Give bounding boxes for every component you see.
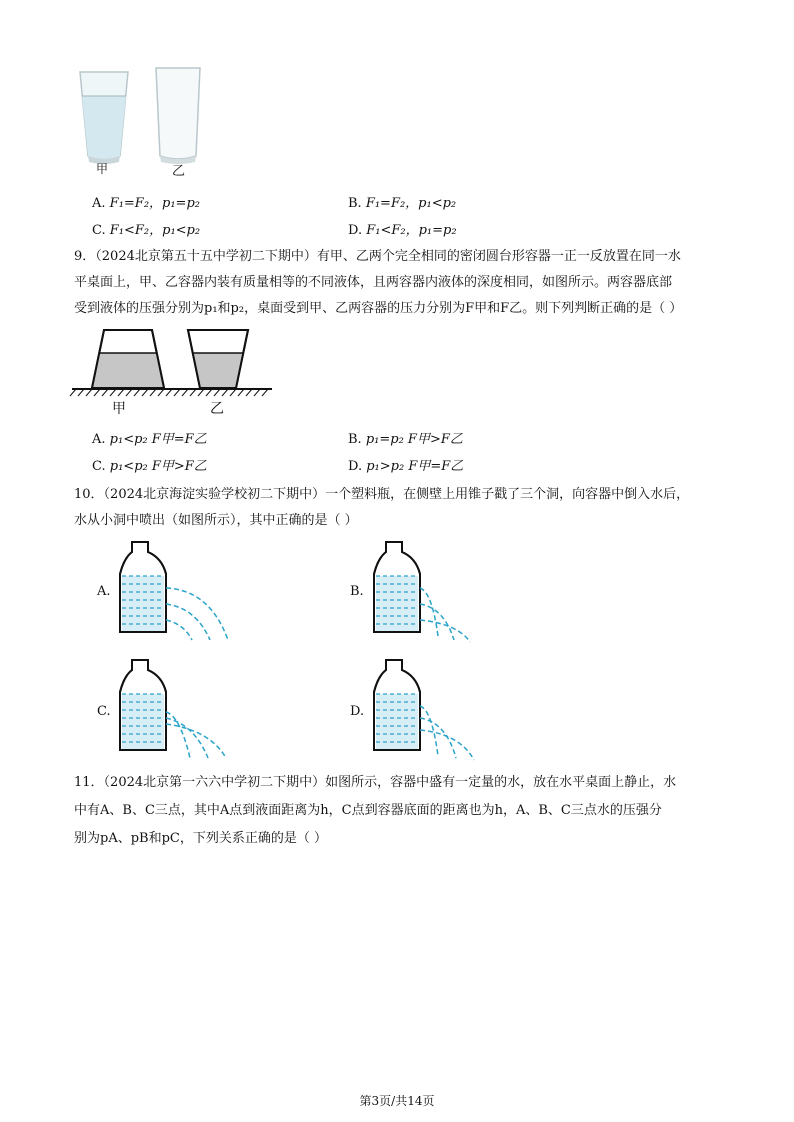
q8-glasses-figure bbox=[74, 64, 214, 174]
q9-containers-figure bbox=[72, 326, 272, 406]
option-letter: A. bbox=[92, 196, 106, 211]
q8-option-c[interactable] bbox=[92, 219, 200, 238]
option-text: F₁=F₂，p₁<p₂ bbox=[365, 196, 457, 211]
q10-option-a-label[interactable]: A. bbox=[97, 584, 111, 599]
option-text: p₁=p₂ F甲>F乙 bbox=[365, 432, 463, 447]
option-letter: C. bbox=[92, 459, 106, 474]
option-text: F₁<F₂，p₁<p₂ bbox=[109, 223, 201, 238]
q9-label-yi: 乙 bbox=[210, 401, 224, 417]
option-text: F₁=F₂，p₁=p₂ bbox=[109, 196, 200, 211]
q8-label-yi: 乙 bbox=[172, 164, 186, 179]
q9-stem-line-1: 9．（2024北京第五十五中学初二下期中）有甲、乙两个完全相同的密闭圆台形容器一正一反放置在同一水 bbox=[74, 249, 681, 264]
q8-option-a[interactable] bbox=[92, 192, 200, 211]
option-letter: B. bbox=[348, 196, 362, 211]
q11-stem-line-3: 别为pA、pB和pC，下列关系正确的是（ ） bbox=[74, 831, 327, 846]
q9-option-c[interactable] bbox=[92, 455, 207, 474]
option-text: p₁<p₂ F甲>F乙 bbox=[109, 459, 207, 474]
option-text: F₁<F₂，p₁=p₂ bbox=[366, 223, 457, 238]
q10-option-c-label[interactable]: C. bbox=[97, 704, 111, 719]
option-letter: D. bbox=[348, 223, 363, 238]
option-text: p₁<p₂ F甲=F乙 bbox=[109, 432, 207, 447]
option-letter: B. bbox=[348, 432, 362, 447]
q9-option-b[interactable] bbox=[348, 428, 463, 447]
page-number-footer: 第3页/共14页 bbox=[359, 1094, 435, 1108]
option-letter: C. bbox=[92, 223, 106, 238]
q10-bottle-c[interactable] bbox=[118, 654, 248, 766]
q8-option-d[interactable] bbox=[348, 219, 457, 238]
q11-stem-line-1: 11．（2024北京第一六六中学初二下期中）如图所示，容器中盛有一定量的水，放在水平桌面上静止，水 bbox=[74, 775, 677, 790]
q10-option-d-label[interactable]: D. bbox=[350, 704, 365, 719]
q8-label-jia: 甲 bbox=[96, 162, 109, 176]
q9-stem-line-2: 平桌面上，甲、乙容器内装有质量相等的不同液体，且两容器内液体的深度相同，如图所示。两容器底部 bbox=[74, 275, 673, 290]
q9-stem-line-3: 受到液体的压强分别为p₁和p₂，桌面受到甲、乙两容器的压力分别为F甲和F乙。则下列判断正确的是（ ） bbox=[74, 301, 683, 316]
q10-bottle-b[interactable] bbox=[372, 536, 502, 648]
q10-option-b-label[interactable]: B. bbox=[350, 584, 364, 599]
option-text: p₁>p₂ F甲=F乙 bbox=[366, 459, 464, 474]
option-letter: A. bbox=[92, 432, 106, 447]
option-letter: D. bbox=[348, 459, 363, 474]
q10-stem-line-2: 水从小洞中喷出（如图所示），其中正确的是（ ） bbox=[74, 513, 358, 528]
q11-stem-line-2: 中有A、B、C三点，其中A点到液面距离为h，C点到容器底面的距离也为h，A、B、C三点水的压强分 bbox=[74, 803, 662, 818]
q8-option-b[interactable] bbox=[348, 192, 456, 211]
q10-stem-line-1: 10．（2024北京海淀实验学校初二下期中）一个塑料瓶，在侧壁上用锥子戳了三个洞，向容器中倒入水后， bbox=[74, 487, 690, 502]
q10-bottle-a[interactable] bbox=[118, 536, 248, 648]
q9-option-a[interactable] bbox=[92, 428, 207, 447]
q10-bottle-d[interactable] bbox=[372, 654, 502, 766]
q9-option-d[interactable] bbox=[348, 455, 463, 474]
q9-label-jia: 甲 bbox=[112, 401, 126, 417]
